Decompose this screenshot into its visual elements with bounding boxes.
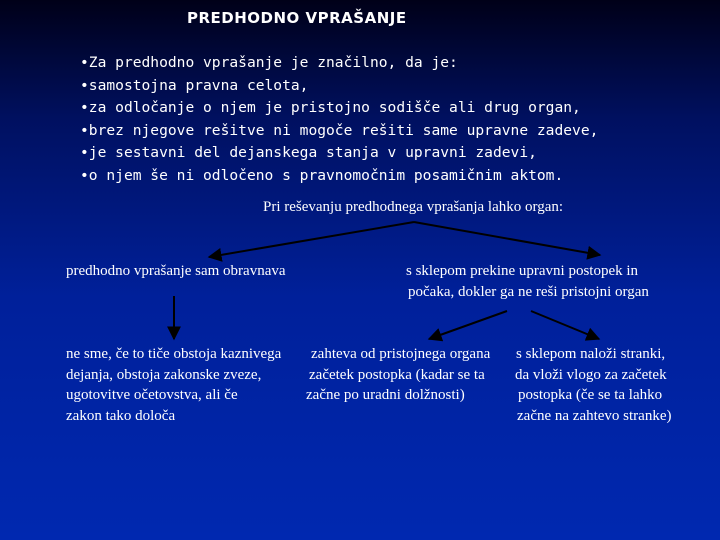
left-leaf-line: ugotovitve očetovstva, ali če xyxy=(66,387,238,403)
left-leaf-line: ne sme, če to tiče obstoja kaznivega xyxy=(66,346,282,362)
middle-leaf xyxy=(306,344,490,406)
bullet-text: brez njegove rešitve ni mogoče rešiti same upravne zadeve, xyxy=(88,121,599,139)
arrow-right-to-middle-leaf xyxy=(429,311,507,339)
diagram-root: Pri reševanju predhodnega vprašanja lahko organ: xyxy=(263,199,564,215)
bullet-dot: • xyxy=(80,99,89,117)
left-leaf-line: zakon tako določa xyxy=(66,407,176,424)
middle-leaf-line: zahteva od pristojnega organa xyxy=(311,346,491,362)
left-leaf-line: dejanja, obstoja zakonske zveze, xyxy=(66,366,262,383)
bullet-dot: • xyxy=(80,76,89,94)
bullet-dot: • xyxy=(80,54,89,71)
bullet-text: Za predhodno vprašanje je značilno, da je: xyxy=(88,54,458,71)
right-leaf-line: s sklepom naloži stranki, xyxy=(516,346,666,362)
right-leaf xyxy=(515,344,672,426)
right-leaf-line: da vloži vlogo za začetek xyxy=(515,366,667,383)
middle-leaf-line: začetek postopka (kadar se ta xyxy=(309,366,485,383)
bullet-text: o njem še ni odločeno s pravnomočnim posamičnim aktom. xyxy=(88,166,564,184)
arrow-right-to-right-leaf xyxy=(531,311,599,339)
right-leaf-line: postopka (če se ta lahko xyxy=(518,387,663,403)
bullet-dot: • xyxy=(80,144,89,162)
middle-leaf-line: začne po uradni dolžnosti) xyxy=(306,387,465,403)
left-leaf xyxy=(66,344,281,426)
right-branch-line: počaka, dokler ga ne reši pristojni organ xyxy=(408,283,649,300)
bullet-text: samostojna pravna celota, xyxy=(88,76,309,94)
right-leaf-line: začne na zahtevo stranke) xyxy=(517,407,672,424)
bullet-dot: • xyxy=(80,121,89,139)
right-branch xyxy=(406,261,649,302)
arrow-root-to-left xyxy=(209,222,414,257)
arrow-root-to-right xyxy=(414,222,600,255)
bullet-text: je sestavni del dejanskega stanja v upravni zadevi, xyxy=(88,144,537,162)
right-branch-line: s sklepom prekine upravni postopek in xyxy=(406,263,639,279)
bullet-dot: • xyxy=(80,166,89,184)
left-branch: predhodno vprašanje sam obravnava xyxy=(66,263,286,279)
slide-title: PREDHODNO VPRAŠANJE xyxy=(187,9,407,27)
bullet-text: za odločanje o njem je pristojno sodišče ali drug organ, xyxy=(88,99,581,117)
